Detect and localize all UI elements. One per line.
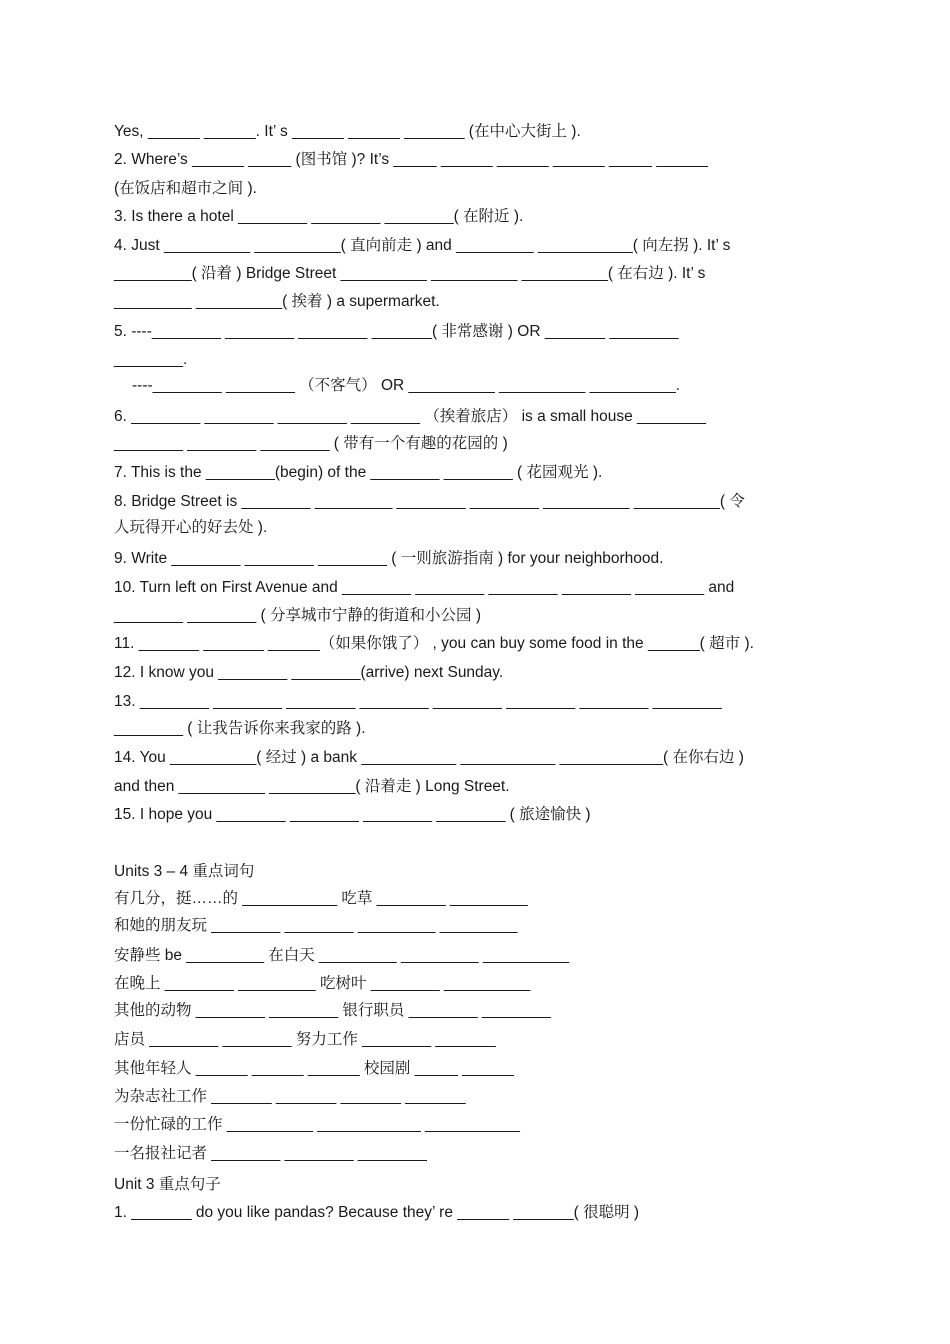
vocab-line: 有几分，挺……的 ___________ 吃草 ________ _________ — [114, 890, 528, 907]
vocab-line: 和她的朋友玩 ________ ________ _________ _________ — [114, 917, 518, 934]
exercise-line: 7. This is the ________(begin) of the ________ ________ ( 花园观光 ). — [114, 464, 603, 481]
exercise-line: 2. Where’s ______ _____ (图书馆 )? It’s _____ ______ ______ ______ _____ ______ — [114, 151, 709, 168]
exercise-line: 8. Bridge Street is ________ _________ ________ ________ __________ __________( 令 — [114, 493, 745, 510]
exercise-line: 人玩得开心的好去处 ). — [114, 519, 268, 536]
exercise-line: ________ ________ ________ ( 带有一个有趣的花园的 ) — [114, 435, 508, 452]
exercise-line: ________. — [114, 351, 188, 368]
exercise-line: 3. Is there a hotel ________ ________ ________( 在附近 ). — [114, 208, 524, 225]
exercise-line: 9. Write ________ ________ ________ ( 一则旅游指南 ) for your neighborhood. — [114, 550, 664, 567]
vocab-line: 在晚上 ________ _________ 吃树叶 ________ __________ — [114, 975, 531, 992]
section-heading: Unit 3 重点句子 — [114, 1176, 221, 1193]
exercise-line: _________ __________( 挨着 ) a supermarket. — [114, 293, 440, 310]
exercise-line: 4. Just __________ __________( 直向前走 ) and _________ ___________( 向左拐 ). It’ s — [114, 237, 731, 254]
exercise-line: ----________ ________ （不客气） OR __________ __________ __________. — [132, 377, 681, 394]
vocab-line: 为杂志社工作 _______ _______ _______ _______ — [114, 1088, 466, 1105]
exercise-line: Yes, ______ ______. It’ s ______ ______ _______ (在中心大街上 ). — [114, 123, 581, 140]
vocab-line: 其他的动物 ________ ________ 银行职员 ________ ________ — [114, 1002, 551, 1019]
exercise-line: 11. _______ _______ ______（如果你饿了） , you can buy some food in the ______( 超市 ). — [114, 635, 754, 652]
vocab-line: 店员 ________ ________ 努力工作 ________ _______ — [114, 1031, 496, 1048]
section-heading: Units 3 – 4 重点词句 — [114, 863, 255, 880]
exercise-line: 10. Turn left on First Avenue and ________ ________ ________ ________ ________ and — [114, 579, 735, 596]
vocab-line: 其他年轻人 ______ ______ ______ 校园剧 _____ ______ — [114, 1060, 514, 1077]
vocab-line: 安静些 be _________ 在白天 _________ _________ __________ — [114, 947, 570, 964]
exercise-line: 12. I know you ________ ________(arrive) next Sunday. — [114, 664, 504, 681]
vocab-line: 一名报社记者 ________ ________ ________ — [114, 1145, 427, 1162]
exercise-line: (在饭店和超市之间 ). — [114, 180, 257, 197]
vocab-line: 一份忙碌的工作 __________ ____________ ___________ — [114, 1116, 520, 1133]
exercise-line: ________ ________ ( 分享城市宁静的街道和小公园 ) — [114, 607, 481, 624]
exercise-line: 15. I hope you ________ ________ ________ ________ ( 旅途愉快 ) — [114, 806, 591, 823]
exercise-line: 14. You __________( 经过 ) a bank ___________ ___________ ____________( 在你右边 ) — [114, 749, 744, 766]
exercise-line: and then __________ __________( 沿着走 ) Long Street. — [114, 778, 510, 795]
exercise-line: 13. ________ ________ ________ ________ ________ ________ ________ ________ — [114, 693, 722, 710]
exercise-line: ________ ( 让我告诉你来我家的路 ). — [114, 720, 366, 737]
exercise-line: 5. ----________ ________ ________ _______( 非常感谢 ) OR _______ ________ — [114, 323, 679, 340]
exercise-line: 1. _______ do you like pandas? Because they’ re ______ _______( 很聪明 ) — [114, 1204, 640, 1221]
exercise-line: _________( 沿着 ) Bridge Street __________ __________ __________( 在右边 ). It’ s — [114, 265, 706, 282]
exercise-line: 6. ________ ________ ________ ________ （挨着旅店） is a small house ________ — [114, 408, 707, 425]
